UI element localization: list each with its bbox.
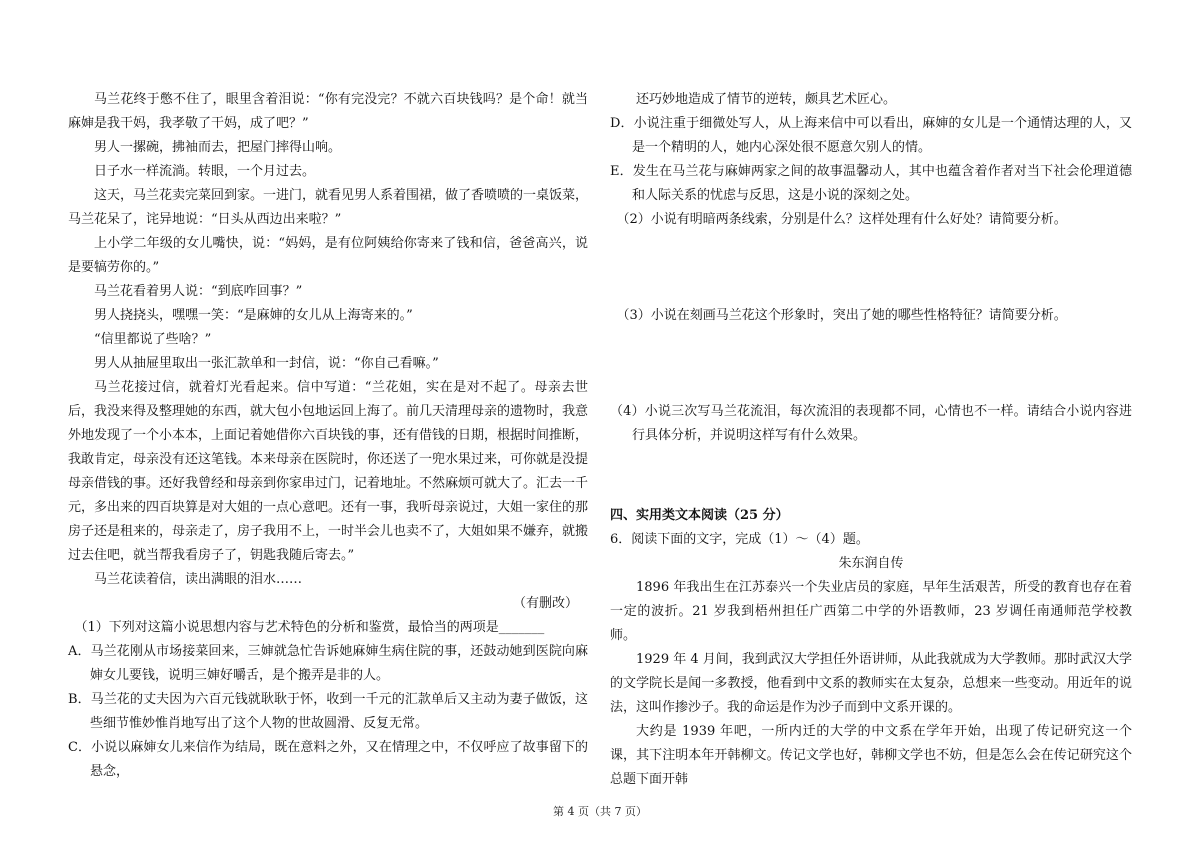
left-column xyxy=(68,88,588,784)
story-paragraph: 马兰花读着信，读出满眼的泪水…… xyxy=(94,572,303,587)
section-heading: 四、实用类文本阅读（25 分） xyxy=(610,508,789,523)
story-paragraph: 马兰花接过信，就着灯光看起来。信中写道：“兰花姐，实在是对不起了。母亲去世后，我没来得及整理她的东西，就大包小包地运回上海了。前几天清理母亲的遗物时，我意外地发现了一个小本本，上面记着她借你六百块钱的事，还有借钱的日期，根据时间推断，我敢肯定，母亲没有还这笔钱。本来母亲在医院时，你还送了一兜水果过来，可你就是没提母亲借钱的事。还好我曾经和母亲到你家串过门，记着地址。不然麻烦可就大了。汇去一千元，多出来的四百块算是对大姐的一点心意吧。还有一事，我听母亲说过，大姐一家住的那房子还是租来的，母亲走了，房子我用不上，一时半会儿也卖不了，大姐如果不嫌弃，就搬过去住吧，就当帮我看房子了，钥匙我随后寄去。” xyxy=(68,380,589,563)
page-footer: 第 4 页（共 7 页） xyxy=(553,805,647,818)
instruction: 6．阅读下面的文字，完成（1）～（4）题。 xyxy=(610,532,869,547)
option-a: A．马兰花刚从市场接菜回来，三婶就急忙告诉她麻婶生病住院的事，还鼓动她到医院向麻婶女儿要钱，说明三婶好嚼舌，是个搬弄是非的人。 xyxy=(68,644,588,683)
article-paragraph: 1929 年 4 月间，我到武汉大学担任外语讲师，从此我就成为大学教师。那时武汉大学的文学院长是闻一多教授，他看到中文系的教师实在太复杂，总想来一些变动。用近年的说法，这叫作掺沙子。我的命运是作为沙子而到中文系开课的。 xyxy=(610,652,1132,715)
story-paragraph: 马兰花终于憋不住了，眼里含着泪说：“你有完没完？不就六百块钱吗？是个命！就当麻婶是我干妈，我孝敬了干妈，成了吧？” xyxy=(68,92,588,131)
story-paragraph: 男人一摞碗，拂袖而去，把屋门摔得山响。 xyxy=(94,140,342,155)
story-paragraph: 这天，马兰花卖完菜回到家。一进门，就看见男人系着围裙，做了香喷喷的一桌饭菜，马兰花呆了，诧异地说：“日头从西边出来啦？” xyxy=(68,188,589,227)
story-paragraph: 男人从抽屉里取出一张汇款单和一封信，说：“你自己看嘛。” xyxy=(94,356,439,371)
article-title: 朱东润自传 xyxy=(838,556,904,571)
option-c-continuation: 还巧妙地造成了情节的逆转，颇具艺术匠心。 xyxy=(636,92,897,107)
option-e: E．发生在马兰花与麻婶两家之间的故事温馨动人，其中也蕴含着作者对当下社会伦理道德和人际关系的忧虑与反思，这是小说的深刻之处。 xyxy=(610,164,1132,203)
article-paragraph: 1896 年我出生在江苏泰兴一个失业店员的家庭，早年生活艰苦，所受的教育也存在着一定的波折。21 岁我到梧州担任广西第二中学的外语教师，23 岁调任南通师范学校教师。 xyxy=(610,580,1132,643)
story-paragraph: 马兰花看着男人说：“到底咋回事？” xyxy=(94,284,303,299)
answer-space xyxy=(610,328,1132,400)
story-paragraph: 上小学二年级的女儿嘴快，说：“妈妈，是有位阿姨给你寄来了钱和信，爸爸高兴，说是要犒劳你的。” xyxy=(68,236,588,275)
story-paragraph: 男人挠挠头，嘿嘿一笑：“是麻婶的女儿从上海寄来的。” xyxy=(94,308,413,323)
answer-space xyxy=(610,448,1132,504)
article-paragraph: 大约是 1939 年吧，一所内迁的大学的中文系在学年开始，出现了传记研究这一个课，其下注明本年开韩柳文。传记文学也好，韩柳文学也不妨，但是怎么会在传记研究这个总题下面开韩 xyxy=(610,724,1132,787)
right-column xyxy=(610,88,1132,792)
option-d: D．小说注重于细微处写人，从上海来信中可以看出，麻婶的女儿是一个通情达理的人，又是一个精明的人，她内心深处很不愿意欠别人的情。 xyxy=(610,116,1132,155)
question-4: （4）小说三次写马兰花流泪，每次流泪的表现都不同，心情也不一样。请结合小说内容进行具体分析，并说明这样写有什么效果。 xyxy=(610,404,1132,443)
question-2: （2）小说有明暗两条线索，分别是什么？这样处理有什么好处？请简要分析。 xyxy=(616,212,1067,227)
source-note: （有删改） xyxy=(512,596,578,611)
question-3: （3）小说在刻画马兰花这个形象时，突出了她的哪些性格特征？请简要分析。 xyxy=(616,308,1067,323)
option-b: B．马兰花的丈夫因为六百元钱就耿耿于怀，收到一千元的汇款单后又主动为妻子做饭，这些细节惟妙惟肖地写出了这个人物的世故圆滑、反复无常。 xyxy=(68,692,588,731)
question-1: （1）下列对这篇小说思想内容与艺术特色的分析和鉴赏，最恰当的两项是_______ xyxy=(74,620,545,635)
answer-space xyxy=(610,232,1132,304)
story-paragraph: 日子水一样流淌。转眼，一个月过去。 xyxy=(94,164,316,179)
story-paragraph: “信里都说了些啥？” xyxy=(94,332,212,347)
option-c: C．小说以麻婶女儿来信作为结局，既在意料之外，又在情理之中，不仅呼应了故事留下的悬念， xyxy=(68,740,588,779)
